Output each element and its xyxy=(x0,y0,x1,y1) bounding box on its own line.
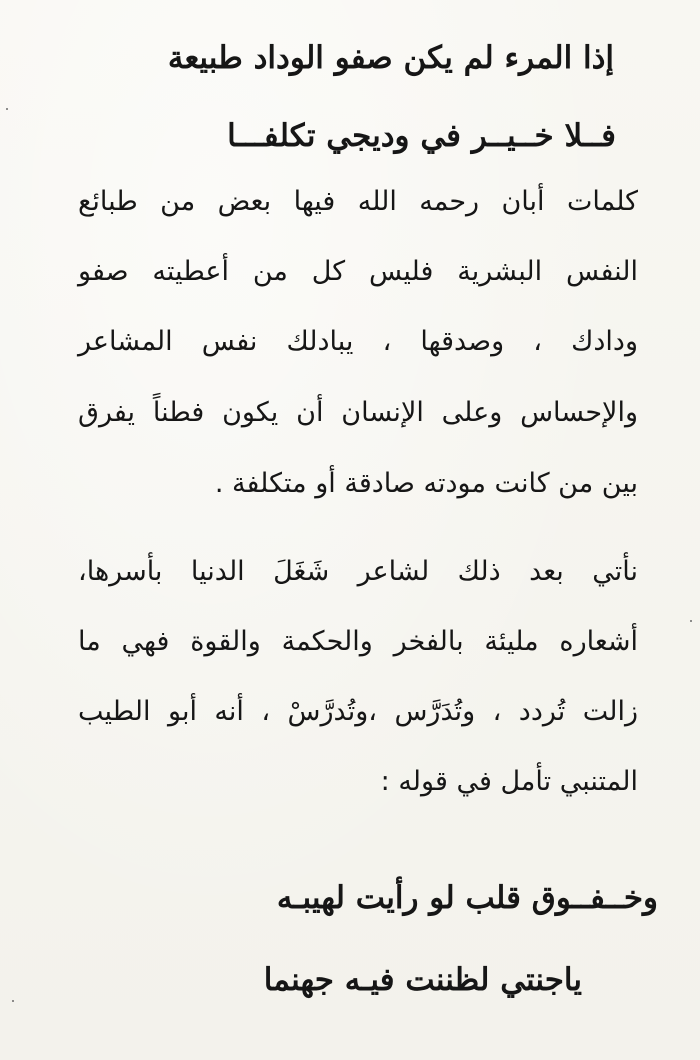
paragraph-1-line-2: النفس البشرية فليس كل من أعطيته صفو xyxy=(78,256,638,287)
paragraph-1-line-1: كلمات أبان رحمه الله فيها بعض من طبائع xyxy=(78,186,638,217)
paragraph-2-line-4: المتنبي تأمل في قوله : xyxy=(380,766,638,797)
paragraph-1-line-4: والإحساس وعلى الإنسان أن يكون فطناً يفرق xyxy=(78,397,638,428)
paragraph-2-line-3: زالت تُردد ، وتُدَرَّس ،وتُدرَّسْ ، أنه أبو الطيب xyxy=(78,696,638,727)
paragraph-2-line-1: نأتي بعد ذلك لشاعر شَغَلَ الدنيا بأسرها، xyxy=(78,556,638,587)
paper-speck-3 xyxy=(690,620,692,622)
verse-bottom-line-2: ياجنتي لظننت فيـه جهنما xyxy=(263,962,582,998)
paragraph-1-line-3: ودادك ، وصدقها ، يبادلك نفس المشاعر xyxy=(78,326,638,357)
paper-speck-2 xyxy=(12,1000,14,1002)
paragraph-1-line-5: بين من كانت مودته صادقة أو متكلفة . xyxy=(214,468,638,499)
verse-top-line-1: إذا المرء لم يكن صفو الوداد طبيعة xyxy=(167,40,614,76)
verse-top-line-2: فــلا خــيــر في وديجي تكلفـــا xyxy=(227,118,616,154)
paper-speck-1 xyxy=(6,108,8,110)
paragraph-2-line-2: أشعاره مليئة بالفخر والحكمة والقوة فهي ما xyxy=(78,626,638,657)
verse-bottom-line-1: وخــفــوق قلب لو رأيت لهيبـه xyxy=(276,880,658,916)
